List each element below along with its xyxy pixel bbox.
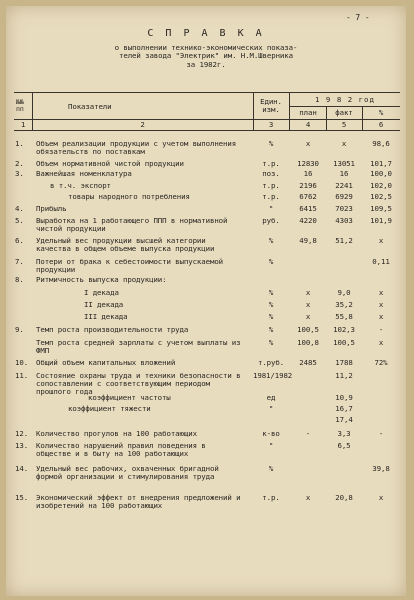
row-percent: - — [378, 325, 384, 334]
row-indicator: Удельный вес продукции высшей категории качества в общем объеме выпуска продукции — [36, 236, 215, 253]
row-unit: к-во — [262, 429, 280, 438]
row-percent: x — [378, 338, 384, 347]
row-unit: % — [268, 325, 274, 334]
row-fact: 16,7 — [335, 404, 353, 413]
row-percent: 102,5 — [370, 192, 392, 201]
row-plan: 16 — [303, 169, 313, 178]
row-unit: % — [268, 257, 274, 266]
row-indicator: Прибыль — [36, 204, 67, 213]
row-number: 14. — [15, 464, 29, 473]
row-number: 11. — [15, 371, 29, 380]
row-percent: x — [378, 288, 384, 297]
row-fact: 10,9 — [335, 393, 353, 402]
row-unit: т.р. — [262, 181, 280, 190]
header-indicators: Показатели — [68, 102, 112, 111]
row-fact: 16 — [339, 169, 349, 178]
row-indicator: коэффициент тяжести — [68, 404, 151, 413]
column-number-label: 2 — [140, 120, 145, 129]
row-plan: 6762 — [299, 192, 317, 201]
row-plan: 2196 — [299, 181, 317, 190]
row-unit: поз. — [262, 169, 280, 178]
row-indicator: Ритмичность выпуска продукции: — [36, 275, 167, 284]
row-indicator: Общий объем капитальных вложений — [36, 358, 176, 367]
row-plan: 100,8 — [297, 338, 319, 347]
row-fact: 2241 — [335, 181, 353, 190]
row-indicator: Объем нормативной чистой продукции — [36, 159, 184, 168]
heading-line-2: телей завода "Электрик" им. Н.М.Шверника — [119, 51, 293, 60]
row-percent: x — [378, 300, 384, 309]
row-unit: 1981/1982 — [253, 371, 293, 380]
row-fact: 6,5 — [337, 441, 351, 450]
heading-line-1: о выполнении технико-экономических показа- — [114, 43, 298, 52]
row-unit: % — [268, 338, 274, 347]
row-indicator: Темп роста производительности труда — [36, 325, 189, 334]
row-indicator: Темп роста средней зарплаты с учетом выплаты из ФМП — [36, 338, 241, 355]
row-unit: т.р. — [262, 493, 280, 502]
row-number: 1. — [15, 139, 24, 148]
row-fact: 35,2 — [335, 300, 353, 309]
document-sheet — [6, 6, 406, 596]
row-number: 5. — [15, 216, 24, 225]
row-fact: 7023 — [335, 204, 353, 213]
page-number: - 7 - — [346, 13, 370, 22]
row-percent: 0,11 — [372, 257, 390, 266]
row-indicator: II декада — [84, 300, 124, 309]
row-percent: 98,6 — [372, 139, 390, 148]
row-plan: x — [305, 288, 311, 297]
row-number: 13. — [15, 441, 29, 450]
row-plan: 4220 — [299, 216, 317, 225]
row-number: 12. — [15, 429, 29, 438]
row-fact: 9,0 — [337, 288, 351, 297]
row-fact: 100,5 — [333, 338, 355, 347]
document-title: С П Р А В К А — [147, 28, 265, 39]
row-indicator: Объем реализации продукции с учетом выполнения обязательств по поставкам — [36, 139, 237, 156]
row-percent: 101,9 — [370, 216, 392, 225]
colnum-bottom-rule — [14, 130, 400, 131]
row-percent: 100,0 — [370, 169, 392, 178]
row-unit: " — [268, 441, 274, 450]
row-percent: 39,8 — [372, 464, 390, 473]
row-indicator: Экономический эффект от внедрения предложений и изобретений на 100 работающих — [36, 493, 241, 510]
row-plan: x — [305, 139, 311, 148]
row-unit: % — [268, 236, 274, 245]
row-fact: 51,2 — [335, 236, 353, 245]
row-number: 4. — [15, 204, 24, 213]
row-percent: 72% — [374, 358, 388, 367]
row-unit: % — [268, 139, 274, 148]
row-plan: 100,5 — [297, 325, 319, 334]
row-fact: 20,8 — [335, 493, 353, 502]
row-plan: x — [305, 300, 311, 309]
row-percent: - — [378, 429, 384, 438]
row-unit: т.р. — [262, 159, 280, 168]
row-fact: 13051 — [333, 159, 355, 168]
row-fact: 1788 — [335, 358, 353, 367]
column-number-label: 4 — [305, 120, 311, 129]
header-year: 1 9 8 2 год — [315, 95, 375, 104]
row-plan: - — [305, 429, 311, 438]
row-indicator: Потери от брака к себестоимости выпускаемой продукции — [36, 257, 224, 274]
heading-line-3: за 1982г. — [186, 60, 226, 69]
row-percent: 109,5 — [370, 204, 392, 213]
row-number: 10. — [15, 358, 29, 367]
row-unit: % — [268, 464, 274, 473]
row-plan: x — [305, 493, 311, 502]
row-plan: x — [305, 312, 311, 321]
column-number-label: 6 — [378, 120, 384, 129]
row-unit: т.р. — [262, 192, 280, 201]
row-indicator: I декада — [84, 288, 119, 297]
row-unit: " — [268, 204, 274, 213]
row-number: 7. — [15, 257, 24, 266]
row-unit: руб. — [262, 216, 280, 225]
row-indicator: Количество нарушений правил поведения в обществе и в быту на 100 работающих — [36, 441, 206, 458]
row-indicator: Важнейшая номенклатура — [36, 169, 132, 178]
row-indicator: товары народного потребления — [68, 192, 190, 201]
year-subheader-rule — [289, 106, 400, 107]
row-fact: x — [341, 139, 347, 148]
row-indicator: Удельный вес рабочих, охваченных бригадной формой организации и стимулирования труда — [36, 464, 219, 481]
row-number: 3. — [15, 169, 24, 178]
row-plan: 49,8 — [299, 236, 317, 245]
row-indicator: коэффициент частоты — [88, 393, 171, 402]
row-percent: 101,7 — [370, 159, 392, 168]
header-percent: % — [378, 108, 384, 117]
row-unit: % — [268, 300, 274, 309]
row-number: 9. — [15, 325, 24, 334]
row-indicator: Выработка на 1 работающего ППП в нормативной чистой продукции — [36, 216, 228, 233]
header-fact: факт — [335, 108, 353, 117]
row-number: 6. — [15, 236, 24, 245]
row-indicator: III декада — [84, 312, 128, 321]
header-number: №№ пп — [16, 98, 24, 113]
column-number-label: 1 — [20, 120, 26, 129]
row-plan: 12830 — [297, 159, 319, 168]
row-unit: % — [268, 312, 274, 321]
row-fact: 11,2 — [335, 371, 353, 380]
row-indicator: Количество прогулов на 100 работающих — [36, 429, 197, 438]
row-percent: x — [378, 493, 384, 502]
row-unit: ед — [266, 393, 276, 402]
row-fact: 102,3 — [333, 325, 355, 334]
header-plan: план — [299, 108, 317, 117]
column-number-label: 5 — [341, 120, 347, 129]
row-number: 15. — [15, 493, 29, 502]
row-indicator: в т.ч. экспорт — [50, 181, 111, 190]
row-percent: 102,0 — [370, 181, 392, 190]
row-fact: 6929 — [335, 192, 353, 201]
row-indicator: Состояние охраны труда и техники безопасности в сопоставлении с соответствующим периодом прошлого года — [36, 371, 241, 396]
row-percent: x — [378, 312, 384, 321]
row-plan: 6415 — [299, 204, 317, 213]
row-percent: x — [378, 236, 384, 245]
row-unit: " — [268, 404, 274, 413]
row-number: 2. — [15, 159, 24, 168]
row-fact: 4303 — [335, 216, 353, 225]
table-top-rule — [14, 92, 400, 93]
header-unit: Един. изм. — [260, 97, 282, 114]
row-unit: т.руб. — [257, 358, 285, 367]
row-plan: 2485 — [299, 358, 317, 367]
row-unit: % — [268, 288, 274, 297]
row-fact: 17,4 — [335, 415, 353, 424]
column-number-label: 3 — [268, 120, 274, 129]
row-number: 8. — [15, 275, 24, 284]
row-fact: 3,3 — [337, 429, 351, 438]
row-fact: 55,8 — [335, 312, 353, 321]
